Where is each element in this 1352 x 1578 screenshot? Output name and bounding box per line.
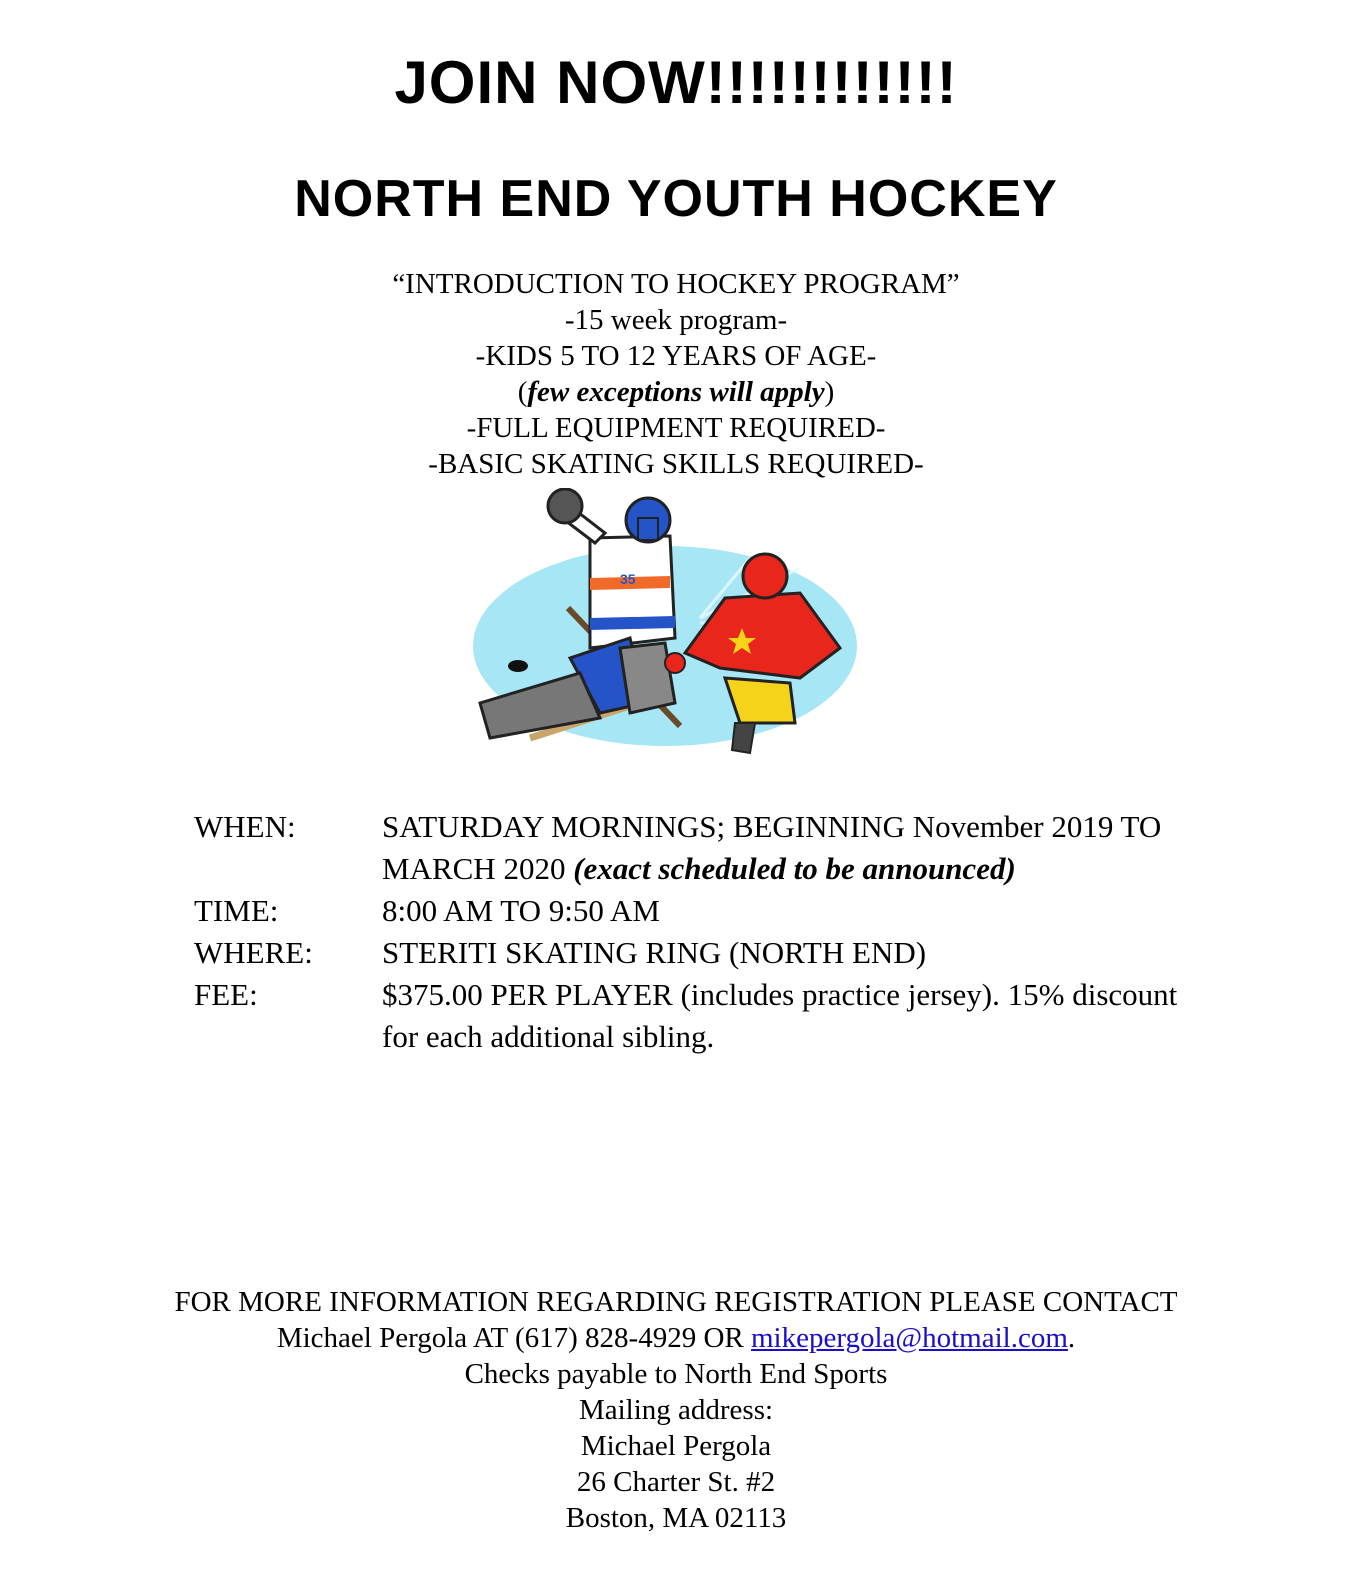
paren-open: (	[517, 376, 528, 408]
fee-label: FEE:	[194, 977, 258, 1012]
fee-row	[194, 974, 1214, 1058]
contact-info	[0, 1284, 1352, 1536]
program-exceptions	[0, 374, 1352, 410]
program-duration: -15 week program-	[564, 304, 788, 336]
when-row	[194, 806, 1214, 890]
headline: JOIN NOW!!!!!!!!!!!!	[394, 49, 958, 116]
puck	[508, 660, 528, 672]
program-name: “INTRODUCTION TO HOCKEY PROGRAM”	[392, 268, 960, 300]
where-row	[194, 932, 1214, 974]
mailing-name: Michael Pergola	[580, 1430, 772, 1462]
exceptions-text: few exceptions will apply	[527, 376, 825, 408]
email-suffix: .	[1067, 1322, 1076, 1354]
where-value: STERITI SKATING RING (NORTH END)	[382, 935, 927, 970]
goalie-helmet	[626, 498, 670, 542]
contact-phone: Michael Pergola AT (617) 828-4929 OR	[276, 1322, 751, 1354]
fee-value: $375.00 PER PLAYER (includes practice jersey). 15% discount for each additional sibling.	[382, 977, 1178, 1054]
when-label: WHEN:	[194, 809, 296, 844]
goalie-jersey	[590, 536, 675, 648]
contact-heading: FOR MORE INFORMATION REGARDING REGISTRATION PLEASE CONTACT	[174, 1286, 1178, 1318]
where-label: WHERE:	[194, 935, 313, 970]
program-skating: -BASIC SKATING SKILLS REQUIRED-	[428, 448, 924, 480]
paren-close: )	[824, 376, 835, 408]
checks-payable: Checks payable to North End Sports	[464, 1358, 888, 1390]
email-link[interactable]: mikepergola@hotmail.com	[751, 1322, 1068, 1354]
mailing-city: Boston, MA 02113	[565, 1502, 787, 1534]
jersey-number: 35	[620, 571, 636, 587]
when-note: (exact scheduled to be announced)	[573, 851, 1016, 886]
time-value: 8:00 AM TO 9:50 AM	[382, 893, 660, 928]
contact-phone-line	[0, 1320, 1352, 1356]
mailing-label: Mailing address:	[578, 1394, 774, 1426]
program-ages: -KIDS 5 TO 12 YEARS OF AGE-	[475, 340, 877, 372]
program-info	[0, 266, 1352, 482]
goalie-leg-pad-2	[620, 643, 675, 713]
when-value	[382, 806, 1214, 890]
program-equipment: -FULL EQUIPMENT REQUIRED-	[466, 412, 886, 444]
skater-helmet	[743, 554, 787, 598]
when-text: SATURDAY MORNINGS; BEGINNING November 2019 TO MARCH 2020	[382, 809, 1162, 886]
event-details	[194, 806, 1214, 1058]
goalie-stripe-blue	[590, 616, 675, 630]
time-label: TIME:	[194, 893, 279, 928]
goalie-glove	[548, 489, 582, 523]
org-title: NORTH END YOUTH HOCKEY	[294, 170, 1058, 228]
skater-glove	[665, 653, 685, 673]
hockey-players-illustration	[470, 488, 870, 778]
skater-skate	[732, 723, 755, 753]
mailing-street: 26 Charter St. #2	[576, 1466, 776, 1498]
time-row	[194, 890, 1214, 932]
